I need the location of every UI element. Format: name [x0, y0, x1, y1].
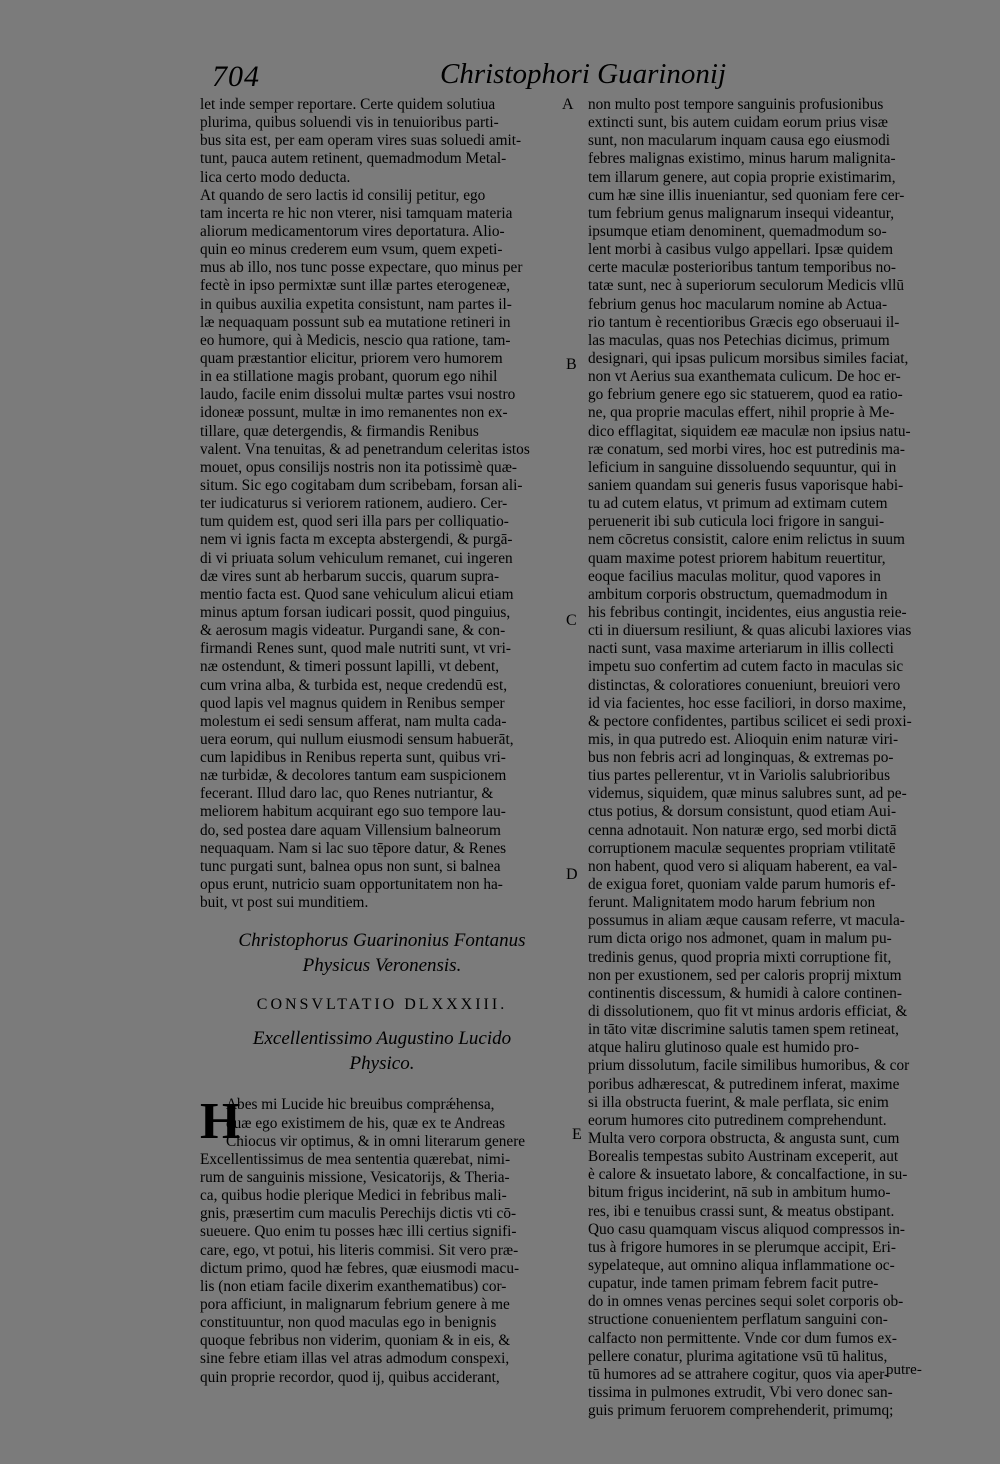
text-line: res, ibi e tenuibus crassi sunt, & meatus obstipant. — [588, 1202, 895, 1220]
text-line: gnis, præsertim cum maculis Perechijs dictis vti cō- — [200, 1205, 517, 1223]
left-text-block-2 — [200, 1093, 564, 1386]
text-line: ter iudicaturus si veriorem rationem, audiero. Cer- — [200, 495, 508, 513]
margin-marker-a: A — [562, 96, 574, 113]
text-line: plurima, quibus soluendi vis in tenuioribus parti- — [200, 114, 499, 132]
text-line: læ nequaquam possunt sub ea mutatione retineri in — [200, 313, 511, 331]
catchword: putre- — [886, 1362, 922, 1378]
text-line: quam maxime potest priorem habitum reuertitur, — [588, 549, 886, 567]
text-line: structione conuenientem perflatum sanguini con- — [588, 1311, 888, 1329]
text-line: rum dicta origo nos admonet, quam in malum pu- — [588, 930, 892, 948]
text-line: bus sita est, per eam operam vires suas soluedi amit- — [200, 132, 522, 150]
addressee-block — [200, 1026, 564, 1076]
text-line: aliorum medicamentorum vires deportatura. Alio- — [200, 222, 505, 240]
text-line: leficium in sanguine dissoluendo sequuntur, qui in — [588, 458, 897, 476]
text-line: care, ego, vt potui, his literis commisi. Sit vero præ- — [200, 1241, 519, 1259]
addressee-line: Physico. — [349, 1053, 415, 1075]
text-line: sine febre etiam illas vel atras admodum conspexi, — [200, 1350, 510, 1368]
text-line: fecerant. Illud daro lac, quo Renes nutriantur, & — [200, 785, 494, 803]
text-line: calfacto non permittente. Vnde cor dum fumos ex- — [588, 1329, 897, 1347]
text-line: Excellentissimus de mea sententia quærebat, nimi- — [200, 1150, 511, 1168]
left-text-block-1 — [200, 96, 564, 912]
text-line: pellere conatur, plurima agitatione vsū tū halitus, — [588, 1347, 888, 1365]
text-line: non multo post tempore sanguinis profusionibus — [588, 96, 884, 113]
text-line: prium dissolutum, facile similibus humoribus, & cor — [588, 1057, 910, 1075]
text-line: næ turbidæ, & decolores tantum eam suspicionem — [200, 767, 507, 785]
text-line: næ ostendunt, & timeri possunt lapilli, vt debent, — [200, 658, 500, 676]
text-line: in ea stillatione magis probant, quorum ego nihil — [200, 368, 498, 386]
author-heading-line: Physicus Veronensis. — [302, 955, 462, 977]
consultatio-title: CONSVLTATIO DLXXXIII. — [256, 996, 508, 1014]
text-line: non habent, quod vero si aliquam haberent, ea val- — [588, 857, 898, 875]
text-line: ferunt. Malignitatem modo harum febrium non — [588, 894, 876, 912]
text-line: de exigua foret, quoniam valde parum humoris ef- — [588, 876, 896, 894]
text-line: guis primum feruorem comprehenderit, primumq; — [588, 1402, 894, 1420]
text-line: Borealis tempestas subito Austrinam exceperit, aut — [588, 1148, 899, 1166]
text-line: Quo casu quamquam viscus aliquod compressos in- — [588, 1220, 905, 1238]
margin-marker-d: D — [566, 866, 578, 883]
text-line: eo humore, qui à Medicis, nescio qua ratione, tam- — [200, 331, 511, 349]
margin-marker-e: E — [572, 1126, 582, 1143]
text-line: possumus in aliam æque causam referre, vt macula- — [588, 912, 905, 930]
text-line: ambitum corporis obstructum, quemadmodum in — [588, 585, 888, 603]
text-line: tum febrium genus malignarum insequi videantur, — [588, 204, 895, 222]
text-line: idoneæ possunt, multæ in imo remanentes non ex- — [200, 404, 508, 422]
text-line: di dissolutionem, quo fit vt minus ardoris efficiat, & — [588, 1003, 908, 1021]
text-line: febrium genus hoc macularum nomine ab Actua- — [588, 295, 888, 313]
text-line: his febribus contingit, incidentes, eius angustia reie- — [588, 603, 907, 621]
text-line: tus à frigore humores in se plerumque accipit, Eri- — [588, 1238, 896, 1256]
text-line: quin eo minus crederem eum vsum, quem expeti- — [200, 241, 503, 259]
text-line: tu ad cutem elatus, vt primum ad extimam cutem — [588, 495, 888, 513]
text-line: tunc purgati sunt, balnea opus non sunt, si balnea — [200, 857, 501, 875]
text-line: dico efflagitat, siquidem eæ maculæ non ipsius natu- — [588, 422, 911, 440]
text-line: ne, qua proprie maculas effert, nihil proprie à Me- — [588, 404, 895, 422]
text-line: constituuntur, non quod maculas ego in benignis — [200, 1314, 497, 1332]
text-line: non vt Aerius sua exanthemata culicum. De hoc er- — [588, 368, 901, 386]
text-line: ctus potius, & dorsum consistunt, quod etiam Aui- — [588, 803, 897, 821]
text-line: corruptionem maculæ sequentes propriam vtilitatē — [588, 839, 896, 857]
text-line: At quando de sero lactis id consilij petitur, ego — [200, 186, 486, 204]
text-line: tem illarum genere, aut copia proprie existimarim, — [588, 168, 896, 186]
text-line: Multa vero corpora obstructa, & angusta sunt, cum — [588, 1130, 900, 1148]
text-line: go febrium genere ego sic statuerem, quod ea ratio- — [588, 386, 903, 404]
text-line: si illa obstructa fuerint, & male perflata, sic enim — [588, 1093, 889, 1111]
text-line: do, sed postea dare aquam Villensium balneorum — [200, 821, 501, 839]
text-line: certe maculæ posterioribus tantum temporibus no- — [588, 259, 896, 277]
text-line: laudo, facile enim dissolui multæ partes vsui nostro — [200, 386, 516, 404]
text-line: quam præstantior elicitur, priorem vero humorem — [200, 349, 503, 367]
margin-marker-b: B — [566, 356, 577, 373]
text-line: cum vrina alba, & turbida est, neque credendū est, — [200, 676, 508, 694]
text-line: cum hæ sine illis inueniantur, sed quoniam fere cer- — [588, 186, 905, 204]
text-line: quæ ego existimem de his, quæ ex te Andreas — [226, 1114, 506, 1132]
text-line: bitum frigus inciderint, nā sub in ambitum humo- — [588, 1184, 891, 1202]
text-line: minus aptum forsan iudicari possit, quod pinguius, — [200, 603, 511, 621]
text-line: sueuere. Quo enim tu posses hæc illi certius signifi- — [200, 1223, 517, 1241]
addressee-line: Excellentissimo Augustino Lucido — [252, 1028, 512, 1050]
text-line: Chiocus vir optimus, & in omni literarum genere — [226, 1132, 526, 1150]
text-line: tum quidem est, quod seri illa pars per colliquatio- — [200, 513, 509, 531]
text-line: quoque febribus non viderim, quoniam & in eis, & — [200, 1332, 511, 1350]
text-line: buit, vt post sui munditiem. — [200, 894, 369, 912]
text-line: febres malignas existimo, minus harum malignita- — [588, 150, 896, 168]
text-line: ca, quibus hodie plerique Medici in febribus mali- — [200, 1187, 507, 1205]
text-line: nem cōcretus consistit, calore enim relictus in suum — [588, 531, 905, 549]
text-line: atque haliru glutinoso quale est humido pro- — [588, 1039, 860, 1057]
running-head: Christophori Guarinonij — [440, 58, 727, 90]
text-line: mentio facta est. Quod sane vehiculum alicui etiam — [200, 585, 514, 603]
text-line: uera eorum, qui nullum eiusmodi sensum habuerāt, — [200, 730, 514, 748]
text-line: è calore & insuetato labore, & concalfactione, in su- — [588, 1166, 908, 1184]
text-line: tillare, quæ detergendis, & firmandis Renibus — [200, 422, 479, 440]
text-line: cupatur, inde tamen primam febrem facit putre- — [588, 1275, 879, 1293]
text-line: eorum humores cito putredinem comprehendunt. — [588, 1111, 887, 1129]
text-line: Abes mi Lucide hic breuibus comprǽhensa, — [226, 1096, 495, 1114]
text-line: opus erunt, nutricio suam opportunitatem non ha- — [200, 876, 503, 894]
text-line: nequaquam. Nam si lac suo tēpore datur, & Renes — [200, 839, 507, 857]
text-line: non per exustionem, sed per caloris proprij mixtum — [588, 966, 902, 984]
text-line: cum lapidibus in Renibus reperta sunt, quibus vri- — [200, 749, 506, 767]
text-line: in quibus auxilia expetita consistunt, nam partes il- — [200, 295, 512, 313]
text-line: extincti sunt, bis autem cuidam eorum prius visæ — [588, 114, 888, 132]
text-line: let inde semper reportare. Certe quidem solutiua — [200, 96, 496, 113]
text-line: di vi priuata solum vehiculum remanet, cui ingeren — [200, 549, 513, 567]
text-line: tredinis genus, quod propria mixti corruptione fit, — [588, 948, 892, 966]
text-line: mouet, opus consilijs nostris non ita potissimè quæ- — [200, 458, 517, 476]
text-line: peruenerit ibi sub cuticula loci frigore in sangui- — [588, 513, 885, 531]
text-line: id via facientes, hoc esse faciliori, in dorso maxime, — [588, 694, 907, 712]
text-line: ipsumque etiam denominent, quemadmodum so- — [588, 222, 887, 240]
drop-cap: H — [200, 1093, 241, 1151]
dropcap-paragraph — [200, 1093, 564, 1386]
text-line: quin proprie recordor, quod ij, quibus acciderant, — [200, 1368, 500, 1386]
text-line: meliorem habitum acquirant ego suo tempore lau- — [200, 803, 506, 821]
text-line: designari, qui ipsas pulicum morsibus similes faciat, — [588, 349, 909, 367]
right-column — [588, 96, 960, 1420]
text-line: dictum primo, quod hæ febres, quæ eiusmodi macu- — [200, 1259, 520, 1277]
margin-marker-c: C — [566, 612, 577, 629]
text-line: sunt, non macularum inquam causa ego eiusmodi — [588, 132, 891, 150]
text-line: do in omnes venas percines sequi solet corporis ob- — [588, 1293, 904, 1311]
text-line: & aerosum magis videatur. Purgandi sane, & con- — [200, 622, 506, 640]
text-line: cenna adnotauit. Non naturæ ergo, sed morbi dictā — [588, 821, 897, 839]
text-line: mus ab illo, nos tunc posse expectare, quo minus per — [200, 259, 523, 277]
text-line: videmus, siquidem, quæ minus salubres sunt, ad pe- — [588, 785, 907, 803]
text-line: tam incerta re hic non vterer, nisi tamquam materia — [200, 204, 513, 222]
text-line: bus non febris acri ad longinquas, & extremas po- — [588, 749, 894, 767]
text-line: tatæ sunt, nec à superiorum seculorum Medicis vllū — [588, 277, 905, 295]
text-line: lis (non etiam facile dixerim exanthematibus) cor- — [200, 1277, 507, 1295]
text-line: ræ conatum, sed morbi vires, hoc est putredinis ma- — [588, 440, 905, 458]
author-heading-line: Christophorus Guarinonius Fontanus — [238, 930, 526, 952]
text-line: continentis discessum, & humidi à calore continen- — [588, 984, 902, 1002]
text-line: firmandi Renes sunt, quod male nutriti sunt, vt vri- — [200, 640, 511, 658]
text-line: sypelateque, aut omnino aliqua inflammatione oc- — [588, 1257, 895, 1274]
left-column — [200, 96, 564, 1387]
text-line: quod lapis vel magnus quidem in Renibus semper — [200, 694, 505, 712]
text-line: nacti sunt, vasa maxime arteriarum in illis collecti — [588, 640, 894, 658]
text-line: poribus adhærescat, & putredinem inferat, maxime — [588, 1075, 900, 1093]
text-line: rum de sanguinis missione, Vesicatorijs, & Theria- — [200, 1169, 510, 1187]
page-number: 704 — [212, 60, 260, 93]
heading-block — [200, 928, 564, 978]
text-line: eoque facilius maculas molitur, quod vapores in — [588, 567, 881, 585]
text-line: pora afficiunt, in malignarum febrium genere à me — [200, 1296, 510, 1314]
text-line: fectè in ipso permixtæ sunt illæ partes eterogeneæ, — [200, 277, 511, 295]
text-line: situm. Sic ego cogitabam dum scribebam, forsan ali- — [200, 476, 523, 494]
text-line: lica certo modo deducta. — [200, 168, 351, 186]
text-line: in tāto vitæ discrimine salutis tamen spem retineat, — [588, 1021, 899, 1039]
text-line: nem vi ignis facta m excepta abstergendi, & purgā- — [200, 531, 513, 549]
text-line: distinctas, & coloratiores conueniunt, breuiori vero — [588, 676, 901, 694]
text-line: tius partes pellerentur, vt in Variolis salubrioribus — [588, 767, 891, 785]
text-line: tissima in pulmones extrudit, Vbi vero donec san- — [588, 1383, 893, 1401]
text-line: saniem quandam sui generis fusus vaporisque habi- — [588, 476, 904, 494]
text-line: dæ vires sunt ab herbarum succis, quarum supra- — [200, 567, 500, 585]
text-line: molestum ei sedi sensum afferat, nam multa cada- — [200, 712, 507, 730]
text-line: impetu suo confertim ad cutem facto in maculas sic — [588, 658, 904, 676]
text-line: tū humores ad se attrahere cogitur, quos via aper- — [588, 1365, 890, 1383]
text-line: las maculas, quas nos Petechias dicimus, primum — [588, 331, 890, 349]
text-line: valent. Vna tenuitas, & ad penetrandum celeritas istos — [200, 440, 530, 458]
text-line: mis, in qua putredo est. Alioquin enim naturæ viri- — [588, 730, 899, 748]
text-line: & pectore confidentes, partibus scilicet ei sedi proxi- — [588, 712, 912, 730]
text-line: lent morbi à casibus vulgo appellari. Ipsæ quidem — [588, 241, 894, 259]
text-line: cti in diuersum resiliunt, & quas alicubi laxiores vias — [588, 622, 912, 640]
text-line: rio tantum è recentioribus Græcis ego obseruaui il- — [588, 313, 900, 331]
text-line: tunt, pauca autem retinent, quemadmodum Metal- — [200, 150, 507, 168]
